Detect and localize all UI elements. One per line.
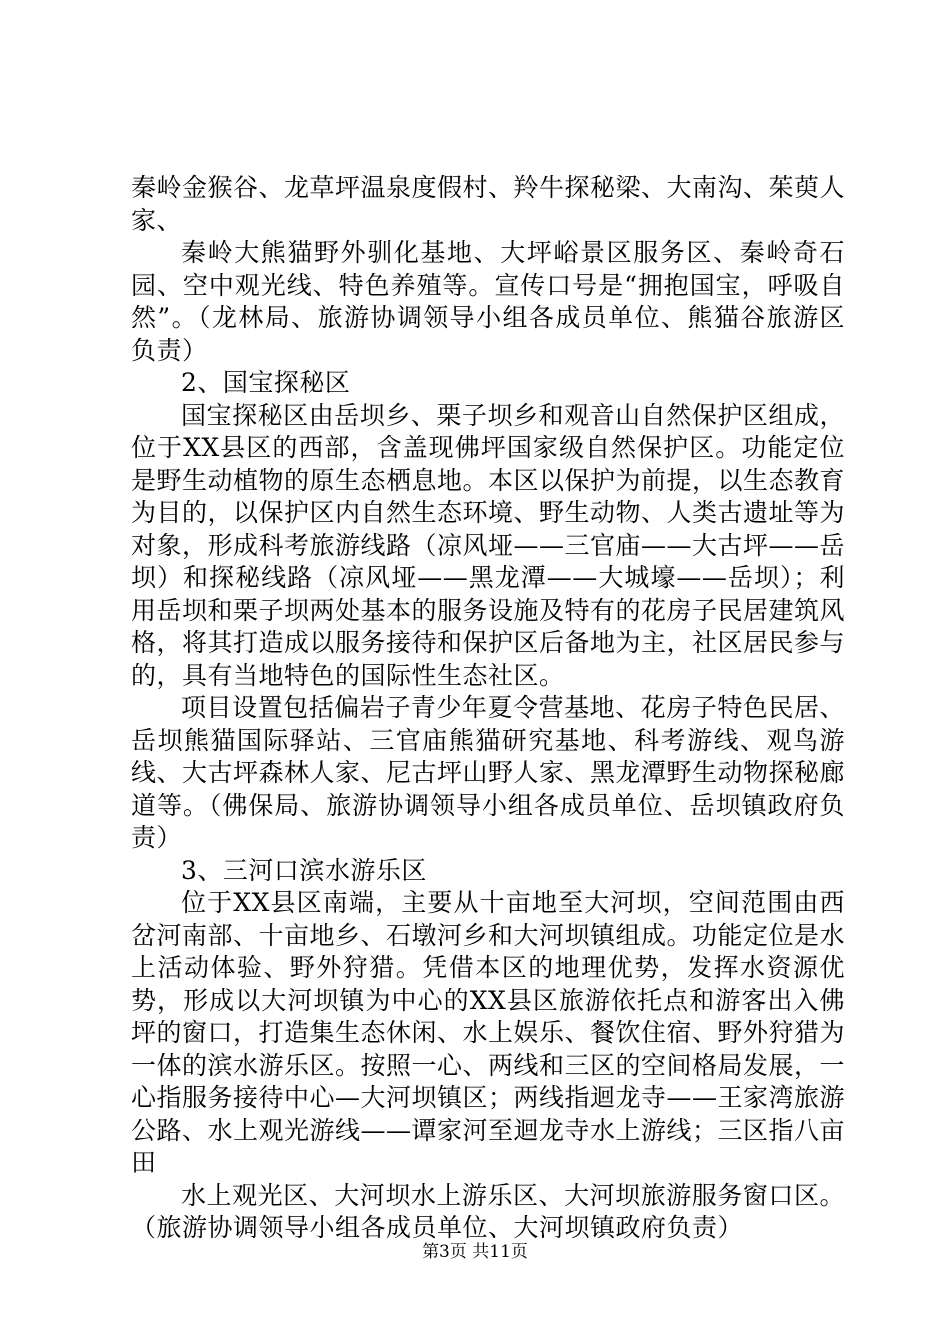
paragraph-project-settings: 项目设置包括偏岩子青少年夏令营基地、花房子特色民居、岳坝熊猫国际驿站、三官庙熊猫研究基地、科考游线、观鸟游线、大古坪森林人家、尼古坪山野人家、黑龙潭野生动物探秘廊道等。（佛保局、旅游协调领导小组各成员单位、岳坝镇政府负责） xyxy=(131,693,846,852)
paragraph-panda-base: 秦岭大熊猫野外驯化基地、大坪峪景区服务区、秦岭奇石园、空中观光线、特色养殖等。宣传口号是“拥抱国宝，呼吸自然”。（龙林局、旅游协调领导小组各成员单位、熊猫谷旅游区负责） xyxy=(131,238,845,365)
paragraph-waterfront-area: 位于XX县区南端，主要从十亩地至大河坝，空间范围由西岔河南部、十亩地乡、石墩河乡和大河坝镇组成。功能定位是水上活动体验、野外狩猎。凭借本区的地理优势，发挥水资源优势，形成以大河坝镇为中心的XX县区旅游依托点和游客出入佛坪的窗口，打造集生态休闲、水上娱乐、餐饮住宿、野外狩猎为一体的滨水游乐区。按照一心、两线和三区的空间格局发展，一心指服务接待中心—大河坝镇区；两线指迴龙寺——王家湾旅游公路、水上观光游线——谭家河至迴龙寺水上游线；三区指八亩田 xyxy=(131,888,846,1177)
page-number-footer: 第3页 共11页 xyxy=(422,1242,528,1262)
section-heading-2: 2、国宝探秘区 xyxy=(181,368,351,397)
section-heading-3: 3、三河口滨水游乐区 xyxy=(181,855,427,885)
paragraph-treasure-exploration: 国宝探秘区由岳坝乡、栗子坝乡和观音山自然保护区组成，位于XX县区的西部，含盖现佛坪国家级自然保护区。功能定位是野生动植物的原生态栖息地。本区以保护为前提，以生态教育为目的，以保护区内自然生态环境、野生动物、人类古遗址等为对象，形成科考旅游线路（凉风垭——三官庙——大古坪——岳坝）和探秘线路（凉风垭——黑龙潭——大城壕——岳坝）；利用岳坝和栗子坝两处基本的服务设施及特有的花房子民居建筑风格，将其打造成以服务接待和保护区后备地为主，社区居民参与的，具有当地特色的国际性生态社区。 xyxy=(131,400,846,690)
document-body xyxy=(131,172,845,1245)
paragraph-water-sightseeing: 水上观光区、大河坝水上游乐区、大河坝旅游服务窗口区。（旅游协调领导小组各成员单位、大河坝镇政府负责） xyxy=(131,1180,845,1242)
paragraph-scenic-spots: 秦岭金猴谷、龙草坪温泉度假村、羚牛探秘梁、大南沟、茱萸人家、 xyxy=(131,173,846,235)
